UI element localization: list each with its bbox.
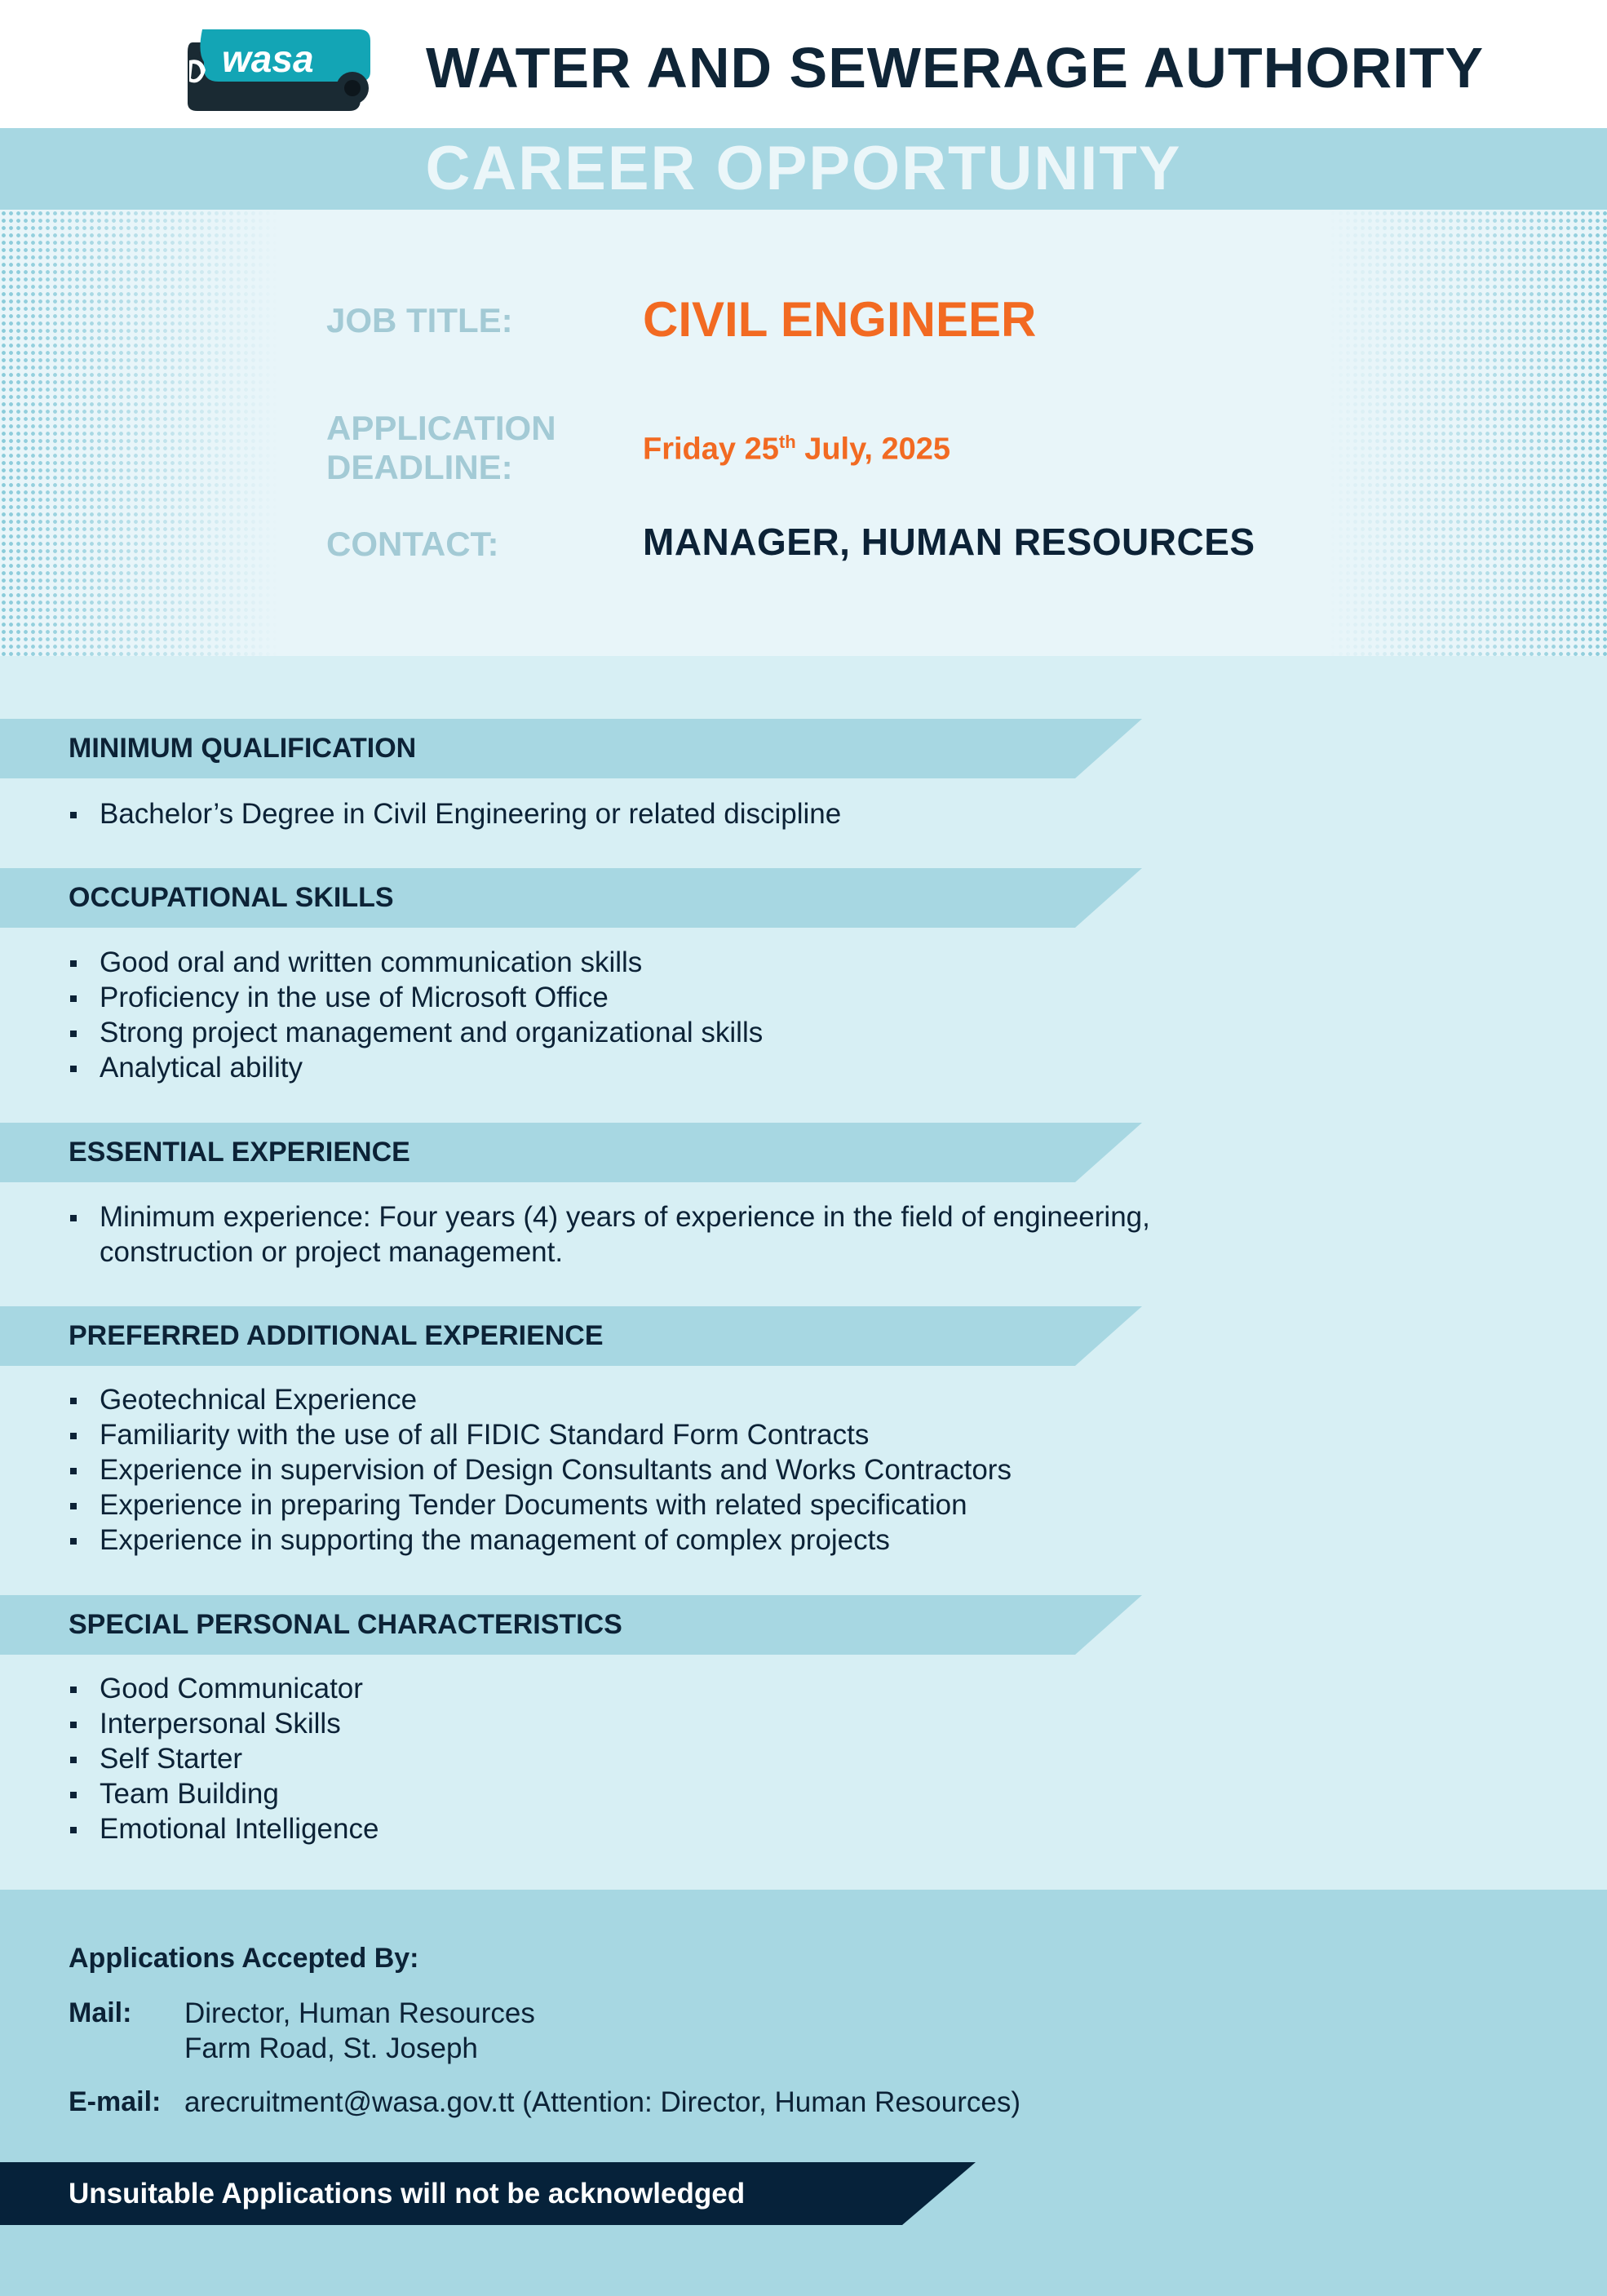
- applications-heading: Applications Accepted By:: [69, 1943, 419, 1974]
- email-label: E-mail:: [69, 2086, 162, 2117]
- deadline-label-line2: DEADLINE:: [326, 448, 513, 486]
- section-title: ESSENTIAL EXPERIENCE: [69, 1137, 410, 1168]
- list-item: Experience in supervision of Design Consultants and Works Contractors: [69, 1452, 1012, 1487]
- personal-characteristics-list: [69, 1671, 379, 1846]
- minimum-qualification-list: [69, 796, 841, 831]
- mail-label: Mail:: [69, 1997, 132, 2028]
- occupational-skills-list: [69, 945, 763, 1085]
- list-item: Good oral and written communication skills: [69, 945, 763, 980]
- list-item: Experience in preparing Tender Documents with related specification: [69, 1487, 1012, 1523]
- essential-experience-list: [69, 1199, 1211, 1270]
- logo-text: wasa: [222, 38, 314, 80]
- wasa-logo-graphic: [186, 24, 375, 113]
- deadline-label-line1: APPLICATION: [326, 409, 556, 447]
- list-item: Good Communicator: [69, 1671, 379, 1706]
- contact-label: CONTACT:: [326, 525, 499, 563]
- section-title: OCCUPATIONAL SKILLS: [69, 882, 394, 913]
- job-title-label: JOB TITLE:: [326, 301, 513, 339]
- list-item: Team Building: [69, 1776, 379, 1811]
- list-item: Proficiency in the use of Microsoft Office: [69, 980, 763, 1015]
- wasa-logo: [186, 24, 375, 113]
- deadline-label: [326, 409, 556, 487]
- job-requirements: [0, 656, 1607, 1890]
- deadline-suffix: th: [778, 432, 796, 452]
- halftone-left-decoration: [0, 210, 277, 656]
- list-item: Minimum experience: Four years (4) years of experience in the field of engineering, construction or project management.: [69, 1199, 1211, 1270]
- section-title: PREFERRED ADDITIONAL EXPERIENCE: [69, 1320, 604, 1351]
- section-title: SPECIAL PERSONAL CHARACTERISTICS: [69, 1609, 622, 1640]
- job-info-panel: [0, 210, 1607, 656]
- section-title: MINIMUM QUALIFICATION: [69, 733, 417, 764]
- list-item: Emotional Intelligence: [69, 1811, 379, 1846]
- mail-address-line1: Director, Human Resources: [184, 1997, 535, 2029]
- section-header-personal-characteristics: [0, 1595, 1142, 1655]
- list-item: Geotechnical Experience: [69, 1382, 1012, 1417]
- list-item: Interpersonal Skills: [69, 1706, 379, 1741]
- list-item: Self Starter: [69, 1741, 379, 1776]
- list-item: Experience in supporting the management of complex projects: [69, 1523, 1012, 1558]
- deadline-value: [643, 423, 950, 468]
- career-banner: [0, 128, 1607, 210]
- list-item: Familiarity with the use of all FIDIC Standard Form Contracts: [69, 1417, 1012, 1452]
- section-header-minimum-qualification: [0, 719, 1142, 778]
- notice-banner: [0, 2162, 979, 2225]
- preferred-experience-list: [69, 1382, 1012, 1558]
- header: [0, 0, 1607, 128]
- email-address[interactable]: arecruitment@wasa.gov.tt (Attention: Director, Human Resources): [184, 2086, 1020, 2118]
- organization-name: WATER AND SEWERAGE AUTHORITY: [426, 36, 1485, 100]
- halftone-right-decoration: [1330, 210, 1607, 656]
- notice-text: Unsuitable Applications will not be acknowledged: [69, 2178, 746, 2210]
- list-item: Bachelor’s Degree in Civil Engineering or related discipline: [69, 796, 841, 831]
- list-item: Analytical ability: [69, 1050, 763, 1085]
- section-header-essential-experience: [0, 1123, 1142, 1182]
- job-title-value: CIVIL ENGINEER: [643, 292, 1037, 347]
- application-footer: [0, 1890, 1607, 2296]
- contact-value: MANAGER, HUMAN RESOURCES: [643, 521, 1255, 563]
- mail-address-line2: Farm Road, St. Joseph: [184, 2032, 478, 2064]
- section-header-preferred-experience: [0, 1306, 1142, 1366]
- section-header-occupational-skills: [0, 868, 1142, 928]
- deadline-day: Friday 25: [643, 432, 779, 467]
- list-item: Strong project management and organizational skills: [69, 1015, 763, 1050]
- banner-title: CAREER OPPORTUNITY: [425, 134, 1182, 203]
- deadline-rest: July, 2025: [795, 432, 951, 467]
